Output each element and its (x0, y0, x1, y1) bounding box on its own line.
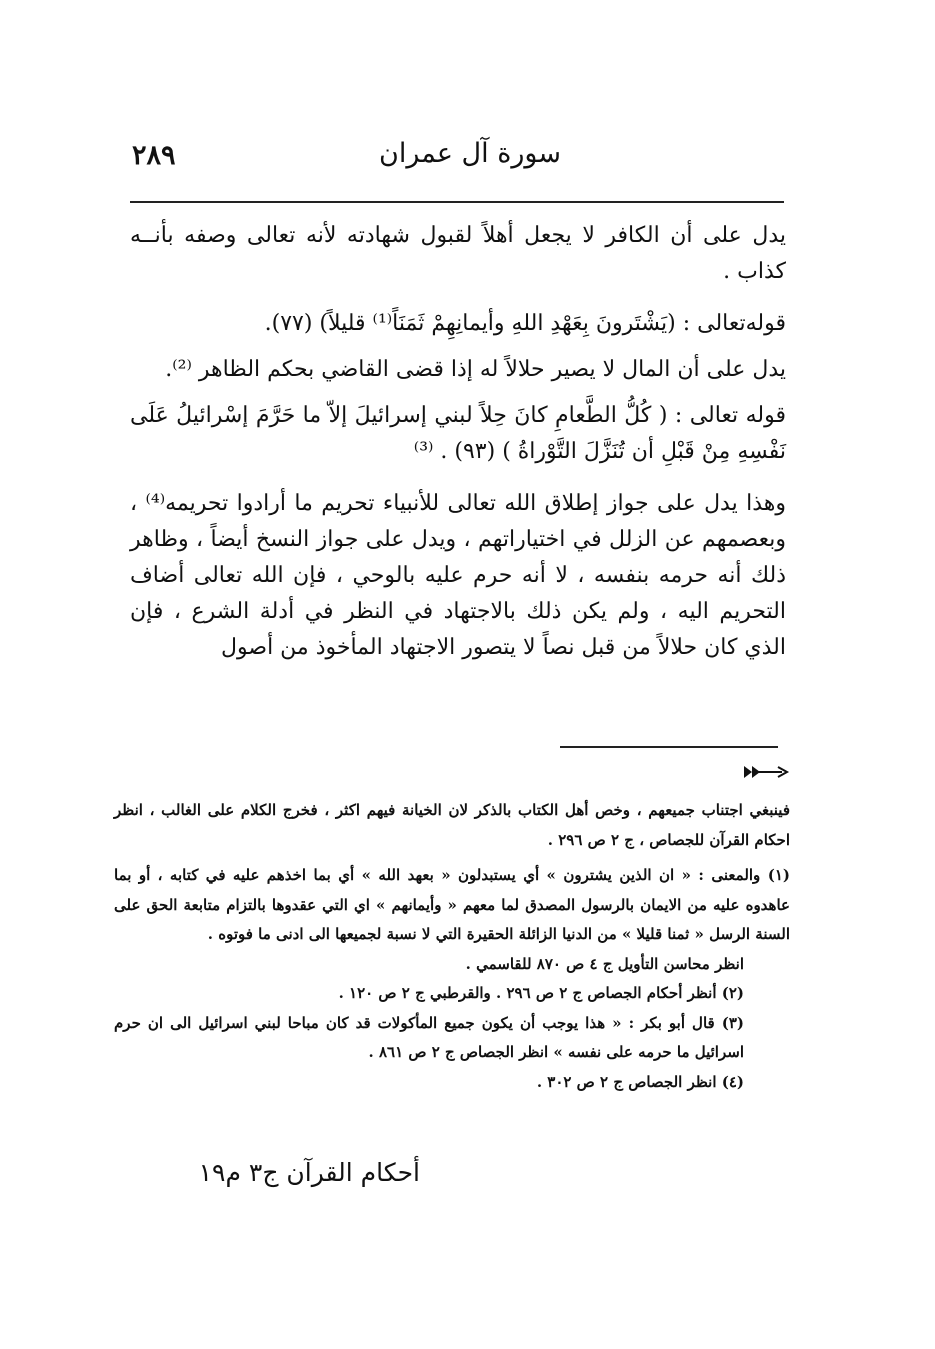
paragraph: يدل على أن الكافر لا يجعل أهلاً لقبول شهادته لأنه تعالى وصفه بأنــه كذاب . (130, 223, 786, 284)
paragraph: يدل على أن المال لا يصير حلالاً له إذا قضى القاضي بحكم الظاهر ⁽²⁾. (165, 357, 786, 382)
page-number: ٢٨٩ (132, 140, 176, 171)
footnote-2: (٢) أنظر أحكام الجصاص ج ٢ ص ٢٩٦ . والقرطبي ج ٢ ص ١٢٠ . (338, 984, 744, 1002)
verse-paragraph: قوله‌تعالى : (يَشْتَرونَ بِعَهْدِ اللهِ وأيمانِهِمْ ثَمَنَاً⁽¹⁾ قليلاً) (٧٧). (264, 311, 786, 336)
main-text (130, 218, 786, 666)
signature-line: أحكام القرآن ج٣ م١٩ (198, 1158, 420, 1187)
verse-paragraph: قوله تعالى : ( كُلُّ الطَّعامِ كانَ حِلاً لبني إسرائيلَ إلاّ ما حَرَّمَ إسْرائيلُ عَلَى نَفْسِهِ مِنْ قَبْلِ أن تُنَزَّلَ التَّوْراةُ ) (٩٣) . ⁽³⁾ (130, 403, 786, 464)
header-divider (130, 201, 784, 203)
footnotes (114, 796, 790, 1097)
footnote-4: (٤) انظر الجصاص ج ٢ ص ٣٠٢ . (536, 1072, 744, 1091)
paragraph: وهذا يدل على جواز إطلاق الله تعالى للأنبياء تحريم ما أرادوا تحريمه⁽⁴⁾ ، وبعصمهم عن الزلل في اختياراتهم ، ويدل على جواز النسخ أيضاً ، وظاهر ذلك أنه حرمه بنفسه ، لا أنه حرم عليه بالوحي ، فإن الله تعالى أضاف التحريم اليه ، ولم يكن ذلك بالاجتهاد في النظر في أدلة الشرع ، فإن الذي كان حلالاً من قبل نصاً لا يتصور الاجتهاد المأخوذ من أصول (130, 491, 786, 660)
double-arrow-icon (742, 762, 790, 782)
page-header-title: سورة آل عمران (379, 138, 561, 169)
footnote-divider (560, 746, 778, 748)
footnote-3: (٣) قال أبو بكر : « هذا يوجب أن يكون جميع المأكولات قد كان مباحا لبني اسرائيل الى ان حرم اسرائيل ما حرمه على نفسه » انظر الجصاص ج ٢ ص ٨٦١ . (114, 1013, 744, 1061)
footnote-continuation: فينبغي اجتناب جميعهم ، وخص أهل الكتاب بالذكر لان الخيانة فيهم اكثر ، فخرج الكلام على الغالب ، انظر احكام القرآن للجصاص ، ج ٢ ص ٢٩٦ . (114, 801, 790, 849)
footnote-1-reference: انظر محاسن التأويل ج ٤ ص ٨٧٠ للقاسمي . (465, 954, 744, 973)
footnote-1: (١) والمعنى : « ان الذين يشترون » أي يستبدلون « بعهد الله » أي بما اخذهم عليه في كتابه ، أو بما عاهدوه عليه من الايمان بالرسول المصدق لما معهم « وأيمانهم » اي التي عقدوها بالتزام متابعة الحق على السنة الرسل « ثمنا قليلا » من الدنيا الزائلة الحقيرة التي لا نسبة لجميعها الى ادنى ما فوتوه . (114, 866, 790, 943)
